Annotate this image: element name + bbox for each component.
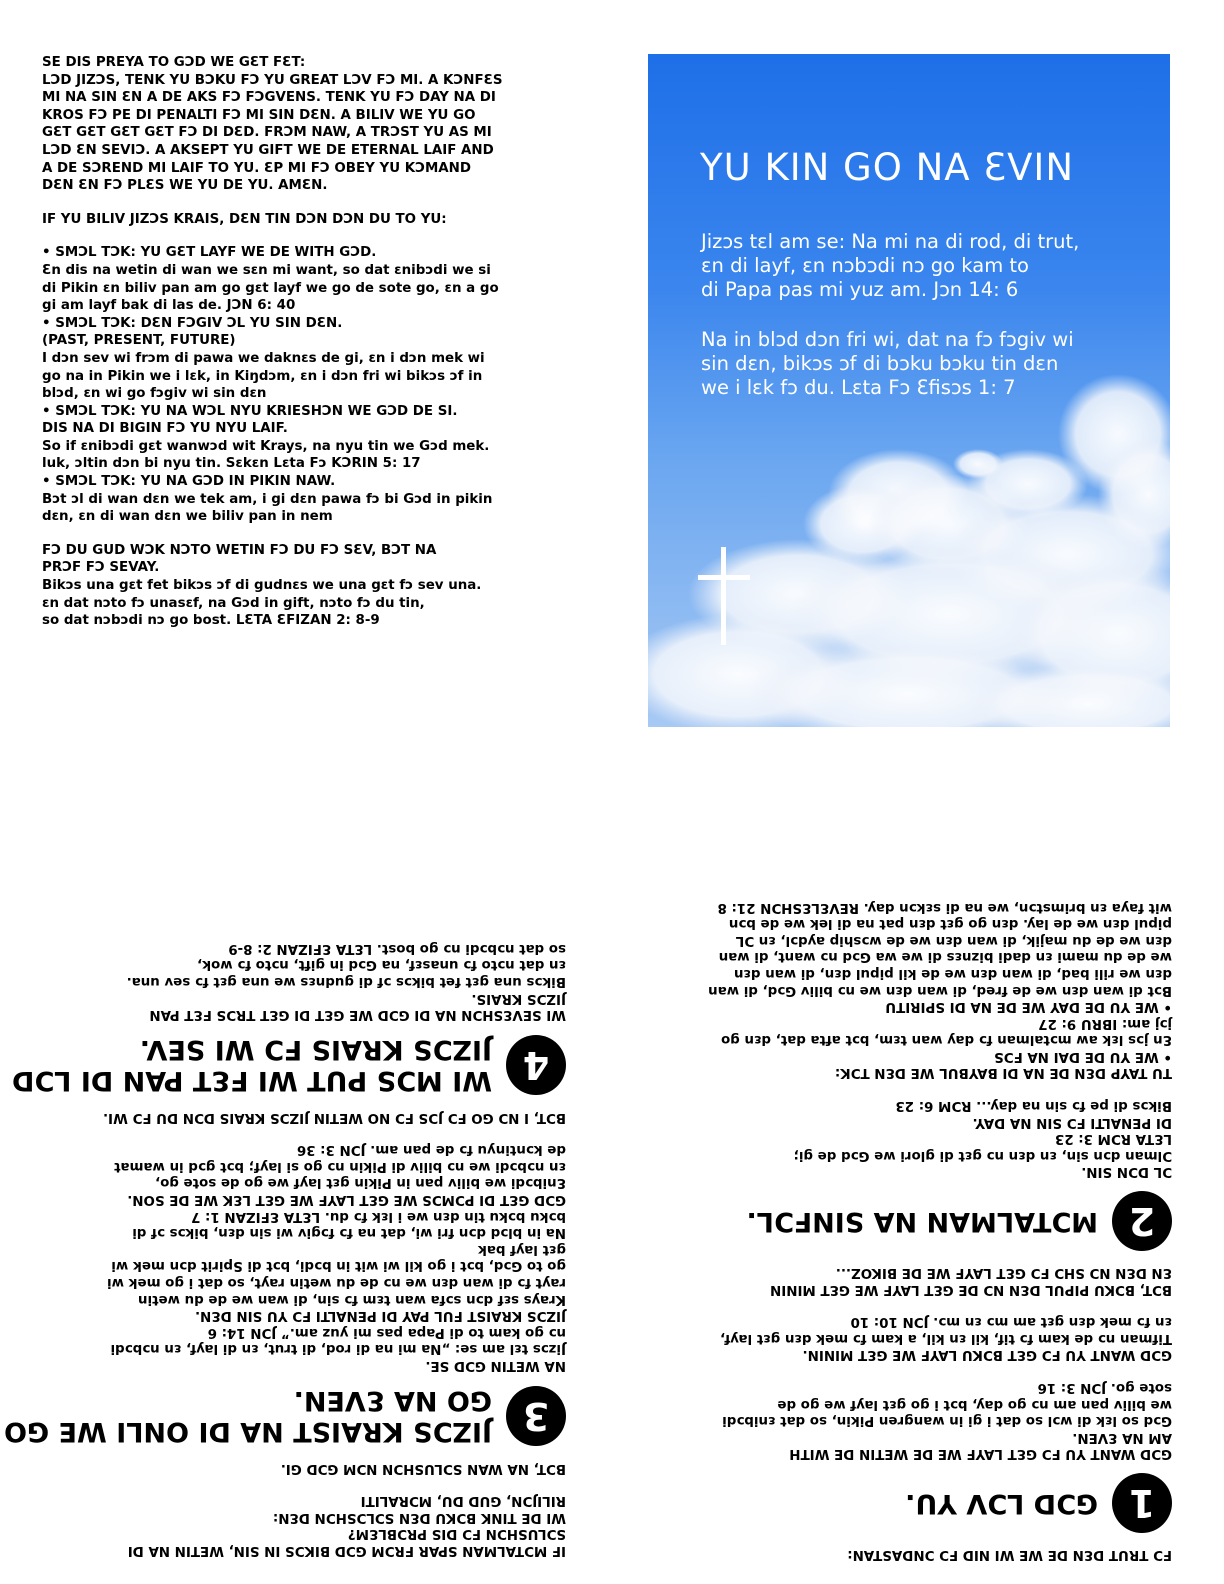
text-line: • WE YU DE DAI NA FƆS (994, 1048, 1172, 1064)
heading-text: GO NA ƐVEN. (293, 1385, 492, 1417)
text-line: de kɔntinyu fɔ de pan am. JƆN 3: 36 (296, 1142, 566, 1158)
text-line: Na in blɔd dɔn fri wi, dat na fɔ fɔgiv wi sin dɛn, bikɔs ɔf di (132, 1225, 566, 1241)
section-2-body (632, 898, 1172, 1180)
text-line: Tifman nɔ de kam fɔ tif, kil ɛn kil, a kam fɔ mek dɛn gɛt layf, (720, 1330, 1172, 1346)
text-line: go na in Pikin we i lɛk, in Kiŋdɔm, ɛn i dɔn fri wi bikɔs ɔf in (42, 368, 483, 384)
cover-verse-2 (701, 328, 1074, 400)
text-line: ɛn fɔ mek dɛn gɛt am mɔ ɛn mɔ. JƆN 10: 10 (850, 1314, 1172, 1330)
text-line: • WE YU DE DAY WE DE NA DI SPIRITU (885, 999, 1172, 1015)
text-line: nɔ go kam to di Papa pas mi yuz am.” JƆN 14: 6 (207, 1324, 566, 1340)
intro-heading (632, 1545, 1172, 1562)
text-line: (PAST, PRESENT, FUTURE) (42, 333, 236, 349)
text-line: A DE SƆREND MI LAIF TO YU. ƐP MI FƆ OBEY YU KƆMAND (42, 160, 471, 176)
section-4-body (26, 939, 566, 1022)
heading-text: GƆD LƆV YU. (905, 1487, 1098, 1519)
text-line: Bikɔs di pe fɔ sin na day... RƆM 6: 23 (895, 1098, 1172, 1114)
text-line: bɔku bɔku tin dɛn we i lɛk fɔ du. LƐTA ƐFIZAN 1: 7 (191, 1208, 566, 1224)
section-3-heading (4, 1385, 566, 1448)
text-line: SƆLUSHƆN FƆ DIS PRƆBLƐM? (347, 1526, 566, 1542)
text-line: dɛn we rili bad, di wan dɛn we de kil pipul dɛn, di wan dɛn (733, 965, 1172, 981)
text-line: IF MƆTALMAN SPAR FRƆM GƆD BIKƆS IN SIN, WETIN NA DI (127, 1543, 566, 1558)
heading-text: WI MƆS PUT WI FƐT PAN DI LƆD (11, 1065, 492, 1097)
text-line: we de du mami ɛn dadi biznɛs di we wa Gɔd nɔ want, di wan (718, 949, 1172, 965)
text-line: LƆD JIZƆS, TENK YU BƆKU FƆ YU GREAT LƆV FƆ MI. A KƆNFƐS (42, 72, 503, 88)
text-line: JIZƆS KRAIST FUL PAY DI PENALTI FƆ YU SIN DƐN. (195, 1308, 566, 1324)
text-line: WI SEVƐSHƆN NA DI GƆD WE GƐT DI GƐT TRƆS FƐT PAN (149, 1007, 566, 1023)
text-line: I dɔn sev wi frɔm di pawa we daknɛs de gi, ɛn i dɔn mek wi (42, 350, 485, 366)
text-line: • SMƆL TƆK: YU NA GƆD IN PIKIN NAW. (42, 474, 336, 490)
text-line: Ɛn dis na wetin di wan we sɛn mi want, so dat ɛnibɔdi we si (42, 262, 491, 278)
text-line: ɛn di layf, ɛn nɔbɔdi nɔ go kam to (701, 254, 1029, 277)
section-4-heading (11, 1034, 566, 1097)
text-line: go to Gɔd, bɔt i go kil wi wit in bɔdi, bɔt di Spirit dɔn mek wi (111, 1258, 566, 1274)
heading-text: JIZƆS KRAIST NA DI ONLI WE GO (4, 1416, 492, 1448)
text-line: gi am layf bak di las de. JƆN 6: 40 (42, 298, 296, 314)
text-line: • SMƆL TƆK: DƐN FƆGIV ƆL YU SIN DƐN. (42, 315, 343, 331)
if-believe-heading (42, 211, 602, 229)
text-line: Jizɔs tɛl am se: „Na mi na di rod, di trut, ɛn di layf, ɛn nɔbɔdi (110, 1341, 566, 1357)
text-line: DIS NA DI BIGIN FƆ YU NYU LAIF. (42, 421, 288, 437)
inside-panels-upside-down (0, 792, 1224, 1584)
text-line: • SMƆL TƆK: YU GƐT LAYF WE DE WITH GƆD. (42, 245, 377, 261)
text-line: Krays sɛf dɔn sɔfa wan tɛm fɔ sin, di wan we de du wetin (137, 1291, 566, 1307)
text-line: wit faya ɛn brimstɔn, we na di sɛkɔn day. REVƐLƐSHƆN 21: 8 (717, 899, 1172, 915)
text-line: Bɔt di wan dɛn we de fred, di wan dɛn we nɔ biliv Gɔd, di wan (708, 982, 1172, 998)
text-line: dɛn, ɛn di wan dɛn we biliv pan in nem (42, 509, 333, 525)
text-line: FƆ DU GUD WƆK NƆTO WETIN FƆ DU FƆ SƐV, BƆT NA (42, 542, 437, 558)
text-line: AM NA ƐVEN. (1072, 1429, 1172, 1445)
text-line: BƆT, I NƆ GO FƆ JƆS FƆ NO WETIN JIZƆS KRAIS DƆN DU FƆ WI. (102, 1109, 566, 1125)
text-line: PRƆF FƆ SEVAY. (42, 560, 160, 576)
text-line: Bikɔs una gɛt fet bikɔs ɔf di gudnɛs we una gɛt fɔ sev una. (42, 578, 482, 594)
text-line: GƆD WANT YU FƆ GƐT LAYF WE DE WETIN DE WITH (789, 1446, 1172, 1462)
cover-verse-1 (701, 230, 1079, 302)
text-line: GƐT GƐT GƐT GƐT FƆ DI DƐD. FRƆM NAW, A TRƆST YU AS MI (42, 125, 492, 141)
back-panel (42, 54, 602, 646)
text-line: sote go. JƆN 3: 16 (1037, 1380, 1172, 1396)
number-badge-2: 2 (1112, 1191, 1172, 1251)
text-line: pipul dɛn we de lay. dɛn go gɛt dɛn pat na di lek we de bɔn (728, 916, 1172, 932)
inside-panel-sections-1-2 (632, 898, 1172, 1562)
solutions-intro (26, 1459, 566, 1558)
text-line: KROS FƆ PE DI PENALTI FƆ MI SIN DƐN. A BILIV WE YU GO (42, 107, 476, 123)
heading-text: JIZƆS KRAIS FƆ WI SEV. (139, 1034, 492, 1066)
text-line: SE DIS PREYA TO GƆD WE GƐT FƐT: (42, 55, 306, 70)
text-line: Ɛnibɔdi we biliv pan in Pikin gɛt layf we go de sote go, (155, 1175, 566, 1191)
good-works-paragraph (42, 542, 602, 630)
text-line: GƆD GƐT DI PƆMƆS WE GƐT LAYF WE GƐT LƐK WE DE SON. (127, 1192, 566, 1208)
section-1-body (632, 1263, 1172, 1461)
text-line: GƆD WANT YU FƆ GƐT BƆKU LAYF WE GƐT MININ. (802, 1347, 1172, 1363)
text-line: Na in blɔd dɔn fri wi, dat na fɔ fɔgiv wi (701, 328, 1074, 351)
text-line: Jizɔs tɛl am se: Na mi na di rod, di trut, (701, 230, 1080, 253)
text-line: • SMƆL TƆK: YU NA WƆL NYU KRIESHƆN WE GƆD DE SI. (42, 403, 458, 419)
text-line: MI NA SIN ƐN A DE AKS FƆ FƆGVENS. TENK YU FƆ DAY NA DI (42, 90, 496, 106)
text-line: rayt fɔ di wan dɛn we nɔ de du wetin rayt, so dat i go mek wi (107, 1275, 566, 1291)
text-line: ɛn dat nɔto fɔ unasɛf, na Gɔd in gift, nɔto fɔ du tin, (42, 595, 425, 611)
text-line: di Papa pas mi yuz am. Jɔn 14: 6 (701, 278, 1019, 301)
text-line: Bɔt ɔl di wan dɛn we tek am, i gi dɛn pawa fɔ bi Gɔd in pikin (42, 491, 493, 507)
section-2-heading (632, 1191, 1172, 1251)
text-line: sin dɛn, bikɔs ɔf di bɔku bɔku tin dɛn (701, 352, 1059, 375)
text-line: we i lɛk fɔ du. Lɛta Fɔ Ɛfisɔs 1: 7 (701, 376, 1016, 399)
text-line: blɔd, ɛn wi go fɔgiv wi sin dɛn (42, 386, 267, 402)
text-line: NA WETIN GƆD SE. (425, 1358, 566, 1374)
text-line: BƆT, BƆKU PIPUL DƐN NƆ DE GƐT LAYF WE GƐT MININ (770, 1281, 1172, 1297)
text-line: gɛt layf bak (477, 1241, 566, 1257)
text-line: ƐN DƐN NƆ SHƆ FƆ GƐT LAYF WE DE BIKOZ... (835, 1265, 1172, 1281)
text-line: ɛn nɔbɔdi we nɔ biliv di Pikin nɔ go si layf; bɔt gɔd in wamat (114, 1158, 566, 1174)
text-line: DI PENALTI FƆ SIN NA DAY. (972, 1114, 1172, 1130)
text-line: IF YU BILIV JIZƆS KRAIS, DƐN TIN DƆN DƆN DU TO YU: (42, 211, 447, 227)
text-line: So if ɛnibɔdi gɛt wanwɔd wit Krays, na nyu tin we Gɔd mek. (42, 438, 490, 454)
prayer-paragraph (42, 54, 602, 195)
text-line: LƆD ƐN SEVIƆ. A AKSEPT YU GIFT WE DE ETERNAL LAIF AND (42, 142, 494, 158)
text-line: LƐTA RƆM 3: 23 (1054, 1131, 1172, 1147)
text-line: dɛn we de du majik, di wan dɛn we de wɔship aydɔl, ɛn ƆL (735, 932, 1172, 948)
text-line: Gɔd so lɛk di wɔl so dat i gi in wangren Pikin, so dat ɛnibɔdi (722, 1413, 1172, 1429)
text-line: WI DE TINK BƆKU DƐN SƆLƆSHƆN DƐN: (272, 1509, 566, 1525)
heading-text: MƆTALMAN NA SINFƆL. (746, 1205, 1098, 1237)
number-badge-1: 1 (1112, 1473, 1172, 1533)
inside-panel-sections-3-4 (4, 939, 566, 1558)
text-line: luk, ɔltin dɔn bi nyu tin. Sɛkɛn Lɛta Fɔ KƆRIN 5: 17 (42, 456, 421, 472)
cover-panel (648, 54, 1170, 727)
text-line: di Pikin ɛn biliv pan am go gɛt layf we go de sote go, ɛn a go (42, 280, 499, 296)
text-line: ƆL DƆN SIN. (1081, 1164, 1172, 1180)
text-line: Bikɔs una gɛt fet bikɔs ɔf di gudnɛs we una gɛt fɔ sev una. (126, 973, 566, 989)
text-line: TU TAYP DƐN DE NA DI BAYBUL WE DƐN TƆK: (834, 1065, 1172, 1081)
cover-title: YU KIN GO NA ƐVIN (700, 146, 1074, 189)
number-badge-3: 3 (506, 1386, 566, 1446)
text-line: DƐN ƐN FƆ PLƐS WE YU DE YU. AMƐN. (42, 178, 328, 194)
text-line: we biliv pan am nɔ go day, bɔt i go gɛt layf we go de (777, 1396, 1172, 1412)
number-badge-4: 4 (506, 1035, 566, 1095)
text-line: RILIJƆN, GUD DU, MƆRALITI (360, 1493, 566, 1509)
section-1-heading (632, 1473, 1172, 1533)
text-line: BƆT, NA WAN SƆLUSHƆN NƆM GƆD GI. (280, 1460, 566, 1476)
benefits-list (42, 244, 602, 526)
text-line: Ɔlman dɔn sin, ɛn dɛn nɔ gɛt di glori we Gɔd de gi; (793, 1147, 1172, 1163)
section-3-body (26, 1108, 566, 1373)
text-line: so dat nɔbɔdi nɔ go bost. LƐTA ƐFIZAN 2: 8-9 (42, 613, 380, 629)
text-line: jɔj am: IBRU 9: 27 (1038, 1015, 1172, 1031)
text-line: so dat nɔbɔdi nɔ go bost. LƐTA ƐFIZAN 2: 8-9 (228, 940, 566, 956)
text-line: JIZƆS KRAIS. (471, 990, 566, 1006)
text-line: FƆ TRUT DƐN DE WE WI NID FƆ ƆNDASTAN: (847, 1547, 1172, 1562)
text-line: Ɛn jɔs lɛk aw mɔtalman fɔ day wan tɛm, bɔt afta dat, dɛn go (721, 1032, 1172, 1048)
text-line: ɛn dat nɔto fɔ unasɛf, na Gɔd in gift, nɔto fɔ wok, (197, 957, 566, 973)
